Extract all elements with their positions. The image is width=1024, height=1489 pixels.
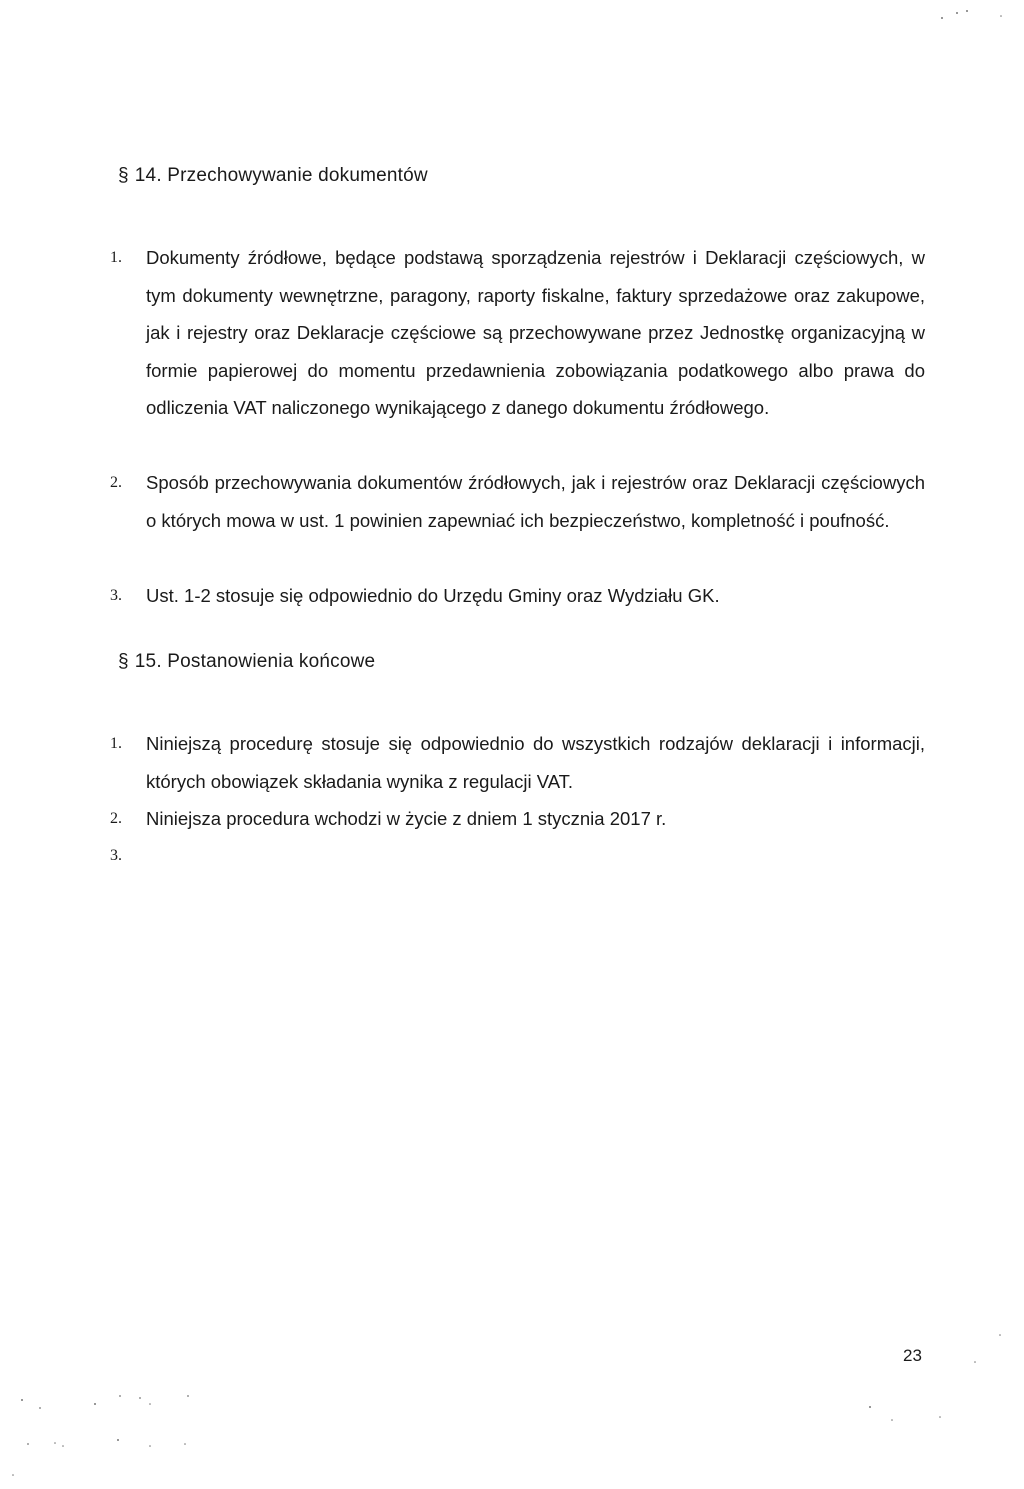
section-14-item-2 [110, 464, 925, 539]
page-number: 23 [903, 1346, 922, 1365]
item-number: 1. [110, 735, 122, 752]
section-14-item-1 [110, 239, 925, 427]
item-text: Dokumenty źródłowe, będące podstawą sporządzenia rejestrów i Deklaracji częściowych, w tym dokumenty wewnętrzne, paragony, raporty fiskalne, faktury sprzedażowe oraz zakupowe, jak i rejestry oraz Deklaracje częściowe są przechowywane przez Jednostkę organizacyjną w formie papierowej do momentu przedawnienia zobowiązania podatkowego albo prawa do odliczenia VAT naliczonego wynikającego z danego dokumentu źródłowego. [146, 247, 925, 418]
item-text: Niniejsza procedura wchodzi w życie z dniem 1 stycznia 2017 r. [146, 808, 667, 829]
section-14-title: 14. Przechowywanie dokumentów [134, 165, 428, 186]
section-14-heading [118, 165, 428, 187]
section-14-item-3 [110, 577, 925, 615]
section-15-heading [118, 651, 375, 673]
item-text: Ust. 1-2 stosuje się odpowiednio do Urzędu Gminy oraz Wydziału GK. [146, 585, 720, 606]
item-number: 3. [110, 847, 122, 864]
section-15-item-1 [110, 725, 925, 800]
item-number: 1. [110, 249, 122, 266]
section-sign: § [118, 651, 129, 672]
section-sign: § [118, 165, 129, 186]
item-text: Niniejszą procedurę stosuje się odpowiednio do wszystkich rodzajów deklaracji i informacji, których obowiązek składania wynika z regulacji VAT. [146, 733, 925, 792]
section-15-title: 15. Postanowienia końcowe [134, 651, 376, 672]
section-15-item-2 [110, 800, 925, 838]
item-number: 2. [110, 810, 122, 827]
item-number: 2. [110, 474, 122, 491]
item-text: Sposób przechowywania dokumentów źródłowych, jak i rejestrów oraz Deklaracji częściowych o których mowa w ust. 1 powinien zapewniać ich bezpieczeństwo, kompletność i poufność. [146, 472, 925, 531]
item-number: 3. [110, 587, 122, 604]
